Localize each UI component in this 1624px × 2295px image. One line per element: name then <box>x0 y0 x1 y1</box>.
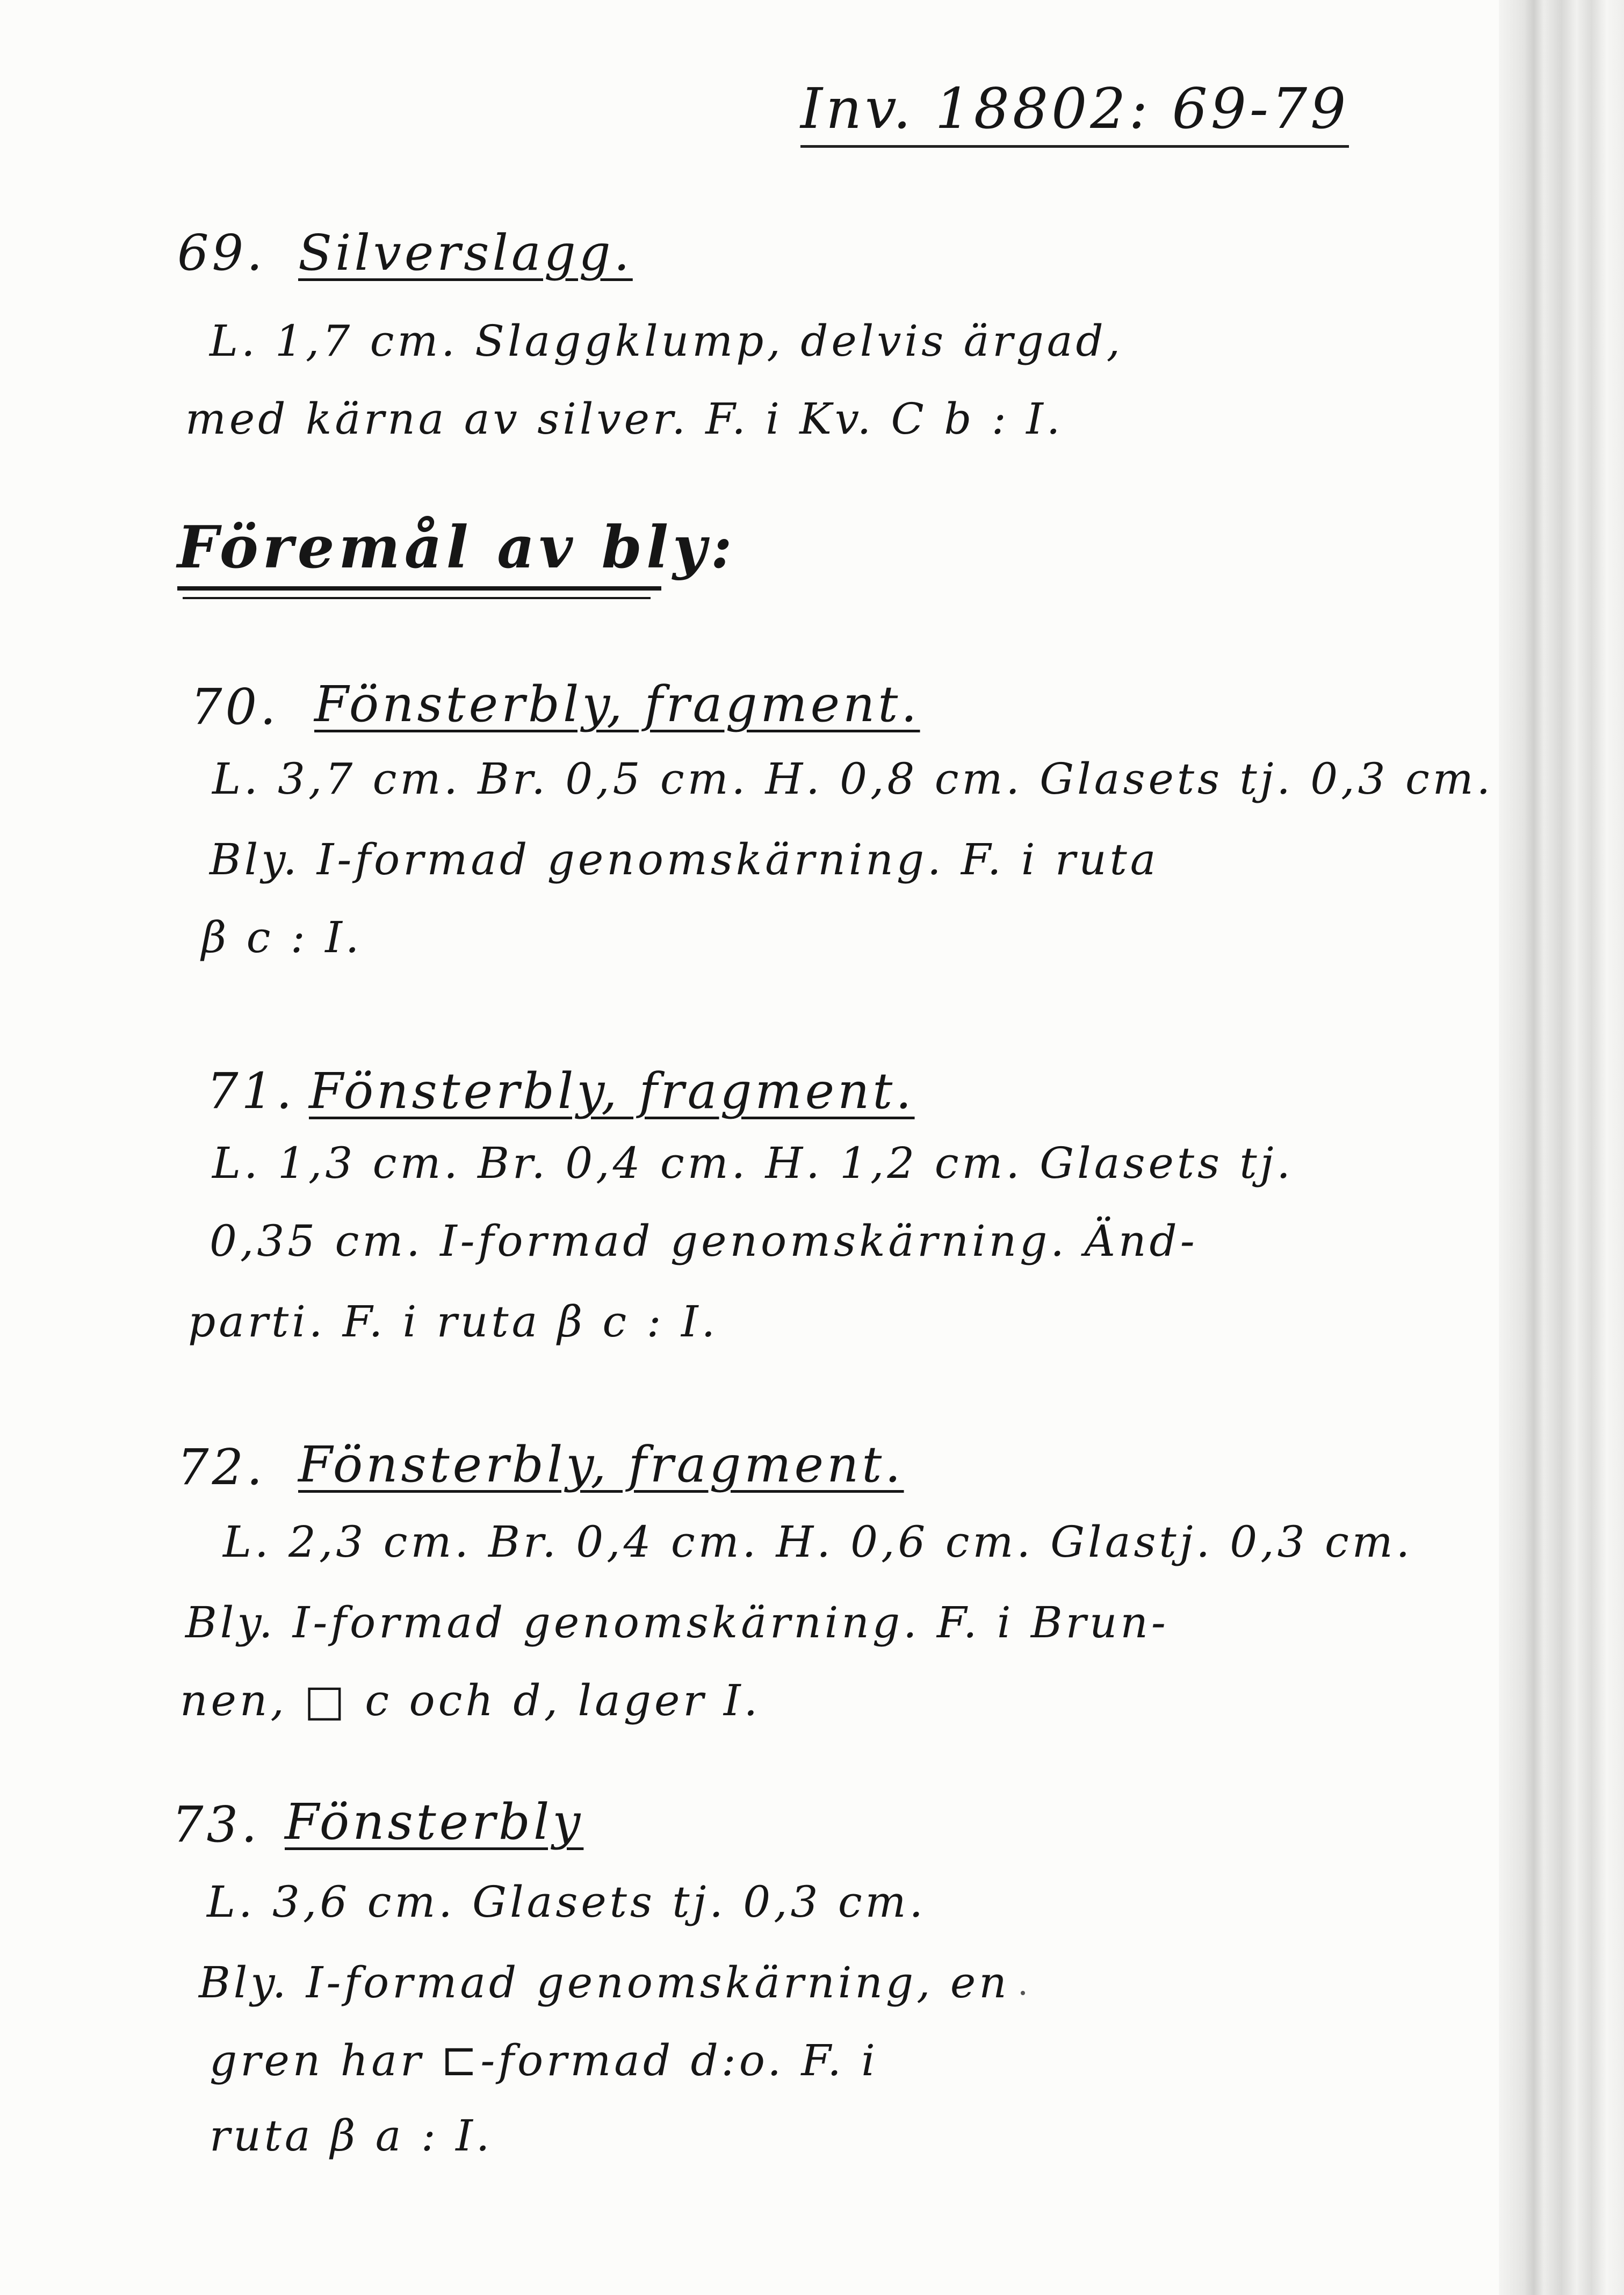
ink-dot <box>1021 1991 1025 1995</box>
entry-72-title: Fönsterbly, fragment. <box>298 1436 904 1493</box>
book-page-edge <box>1499 0 1624 2295</box>
entry-70-number: 70. <box>191 678 279 736</box>
section-heading-underline <box>177 586 661 591</box>
entry-71-line-3: parti. F. i ruta β c : I. <box>188 1297 719 1347</box>
inventory-reference: Inv. 18802: 69-79 <box>800 81 1349 148</box>
entry-72-line-3: nen, □ c och d, lager I. <box>180 1675 761 1725</box>
entry-69-number: 69. <box>177 224 266 282</box>
entry-70-title: Fönsterbly, fragment. <box>314 675 920 733</box>
entry-69-line-2: med kärna av silver. F. i Kv. C b : I. <box>185 394 1064 444</box>
entry-72-line-1: L. 2,3 cm. Br. 0,4 cm. H. 0,6 cm. Glastj. 0,3 cm. <box>223 1517 1413 1567</box>
entry-69-title: Silverslagg. <box>298 224 633 282</box>
section-heading-underline-2 <box>183 597 651 599</box>
entry-72-number: 72. <box>177 1438 266 1496</box>
entry-70-line-1: L. 3,7 cm. Br. 0,5 cm. H. 0,8 cm. Glasets tj. 0,3 cm. <box>212 754 1494 804</box>
entry-73-number: 73. <box>172 1796 261 1853</box>
entry-71-title: Fönsterbly, fragment. <box>309 1062 915 1120</box>
entry-71-number: 71. <box>207 1062 295 1120</box>
entry-73-line-3: gren har ⊏-formad d:o. F. i <box>210 2035 878 2085</box>
entry-73-line-2: Bly. I-formad genomskärning, en <box>199 1958 1010 2008</box>
entry-70-line-2: Bly. I-formad genomskärning. F. i ruta <box>210 834 1159 884</box>
entry-73-title: Fönsterbly <box>285 1793 584 1851</box>
section-heading <box>177 514 737 581</box>
entry-72-line-2: Bly. I-formad genomskärning. F. i Brun- <box>185 1598 1169 1647</box>
section-heading-text: Föremål av bly: <box>177 514 737 581</box>
entry-71-line-2: 0,35 cm. I-formad genomskärning. Änd- <box>210 1216 1198 1266</box>
entry-71-line-1: L. 1,3 cm. Br. 0,4 cm. H. 1,2 cm. Glasets tj. <box>212 1138 1294 1188</box>
entry-73-line-1: L. 3,6 cm. Glasets tj. 0,3 cm. <box>207 1877 926 1927</box>
entry-70-line-3: β c : I. <box>201 912 363 962</box>
entry-73-line-4: ruta β a : I. <box>210 2111 493 2161</box>
entry-69-line-1: L. 1,7 cm. Slaggklump, delvis ärgad, <box>210 316 1124 366</box>
